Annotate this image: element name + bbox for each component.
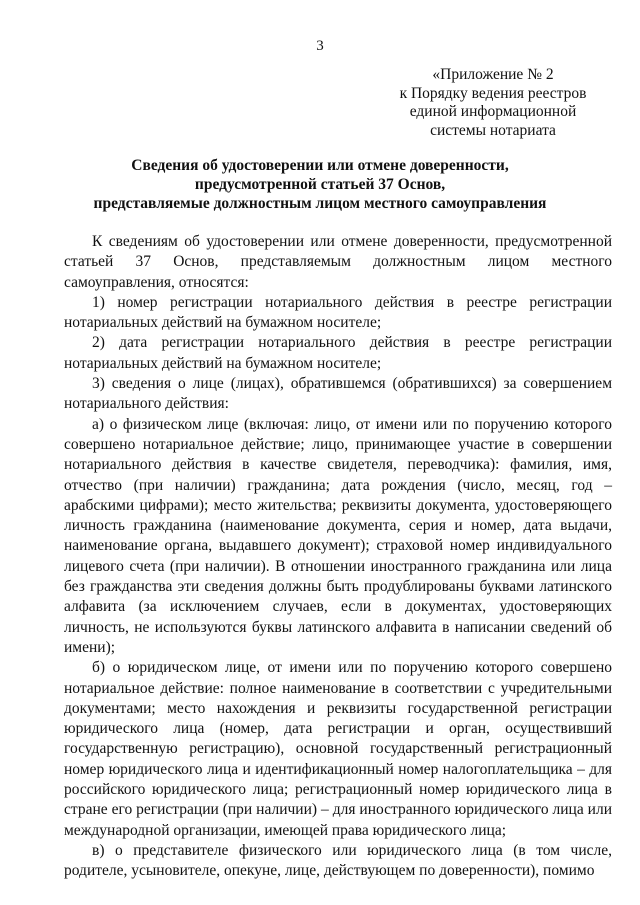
appendix-line: «Приложение № 2	[432, 66, 554, 83]
appendix-line: единой информационной	[409, 103, 577, 120]
appendix-header	[388, 66, 598, 140]
item-2-paragraph: 2) дата регистрации нотариального действия в реестре регистрации нотариальных действий на бумажном носителе;	[64, 334, 612, 372]
document-body	[64, 232, 612, 882]
title-line: представляемые должностным лицом местного самоуправления	[93, 195, 547, 212]
document-title	[60, 156, 580, 213]
item-3a-paragraph: а) о физическом лице (включая: лицо, от имени или по поручению которого совершено нотариальное действие; лицо, принимающее участие в совершении нотариального действия в качестве свидетеля, переводчика): фамилия, имя, отчество (при наличии) гражданина; дата рождения (число, месяц, год – арабскими цифрами); место жительства; реквизиты документа, удостоверяющего личность гражданина (наименование документа, серия и номер, дата выдачи, наименование органа, выдавшего документ); страховой номер индивидуального лицевого счета (при наличии). В отношении иностранного гражданина или лица без гражданства эти сведения должны быть продублированы буквами латинского алфавита (за исключением случаев, если в документах, удостоверяющих личность, не используются буквы латинского алфавита в написании сведений об имени);	[64, 415, 612, 656]
title-line: предусмотренной статьей 37 Основ,	[194, 176, 446, 193]
title-line: Сведения об удостоверении или отмене доверенности,	[131, 157, 509, 174]
intro-paragraph: К сведениям об удостоверении или отмене доверенности, предусмотренной статьей 37 Основ, представляемым должностным лицом местного самоуправления, относятся:	[64, 233, 612, 291]
appendix-line: системы нотариата	[430, 121, 556, 139]
item-3c-paragraph: в) о представителе физического или юридического лица (в том числе, родителе, усыновителе, опекуне, лице, действующем по доверенности), помимо	[64, 841, 612, 880]
page-number: 3	[316, 38, 324, 54]
item-3-paragraph: 3) сведения о лице (лицах), обратившемся (обратившихся) за совершением нотариального действия:	[64, 375, 612, 413]
appendix-line: к Порядку ведения реестров	[399, 84, 587, 102]
item-3b-paragraph: б) о юридическом лице, от имени или по поручению которого совершено нотариальное действие: полное наименование в соответствии с учредительными документами; место нахождения и реквизиты государственной регистрации юридического лица (номер, дата регистрации и орган, осуществивший государственную регистрацию), основной государственный регистрационный номер юридического лица и идентификационный номер налогоплательщика – для российского юридического лица; регистрационный номер юридического лица в стране его регистрации (при наличии) – для иностранного юридического лица или международной организации, имеющей права юридического лица;	[64, 659, 612, 839]
item-1-paragraph: 1) номер регистрации нотариального действия в реестре регистрации нотариальных действий на бумажном носителе;	[64, 293, 612, 332]
